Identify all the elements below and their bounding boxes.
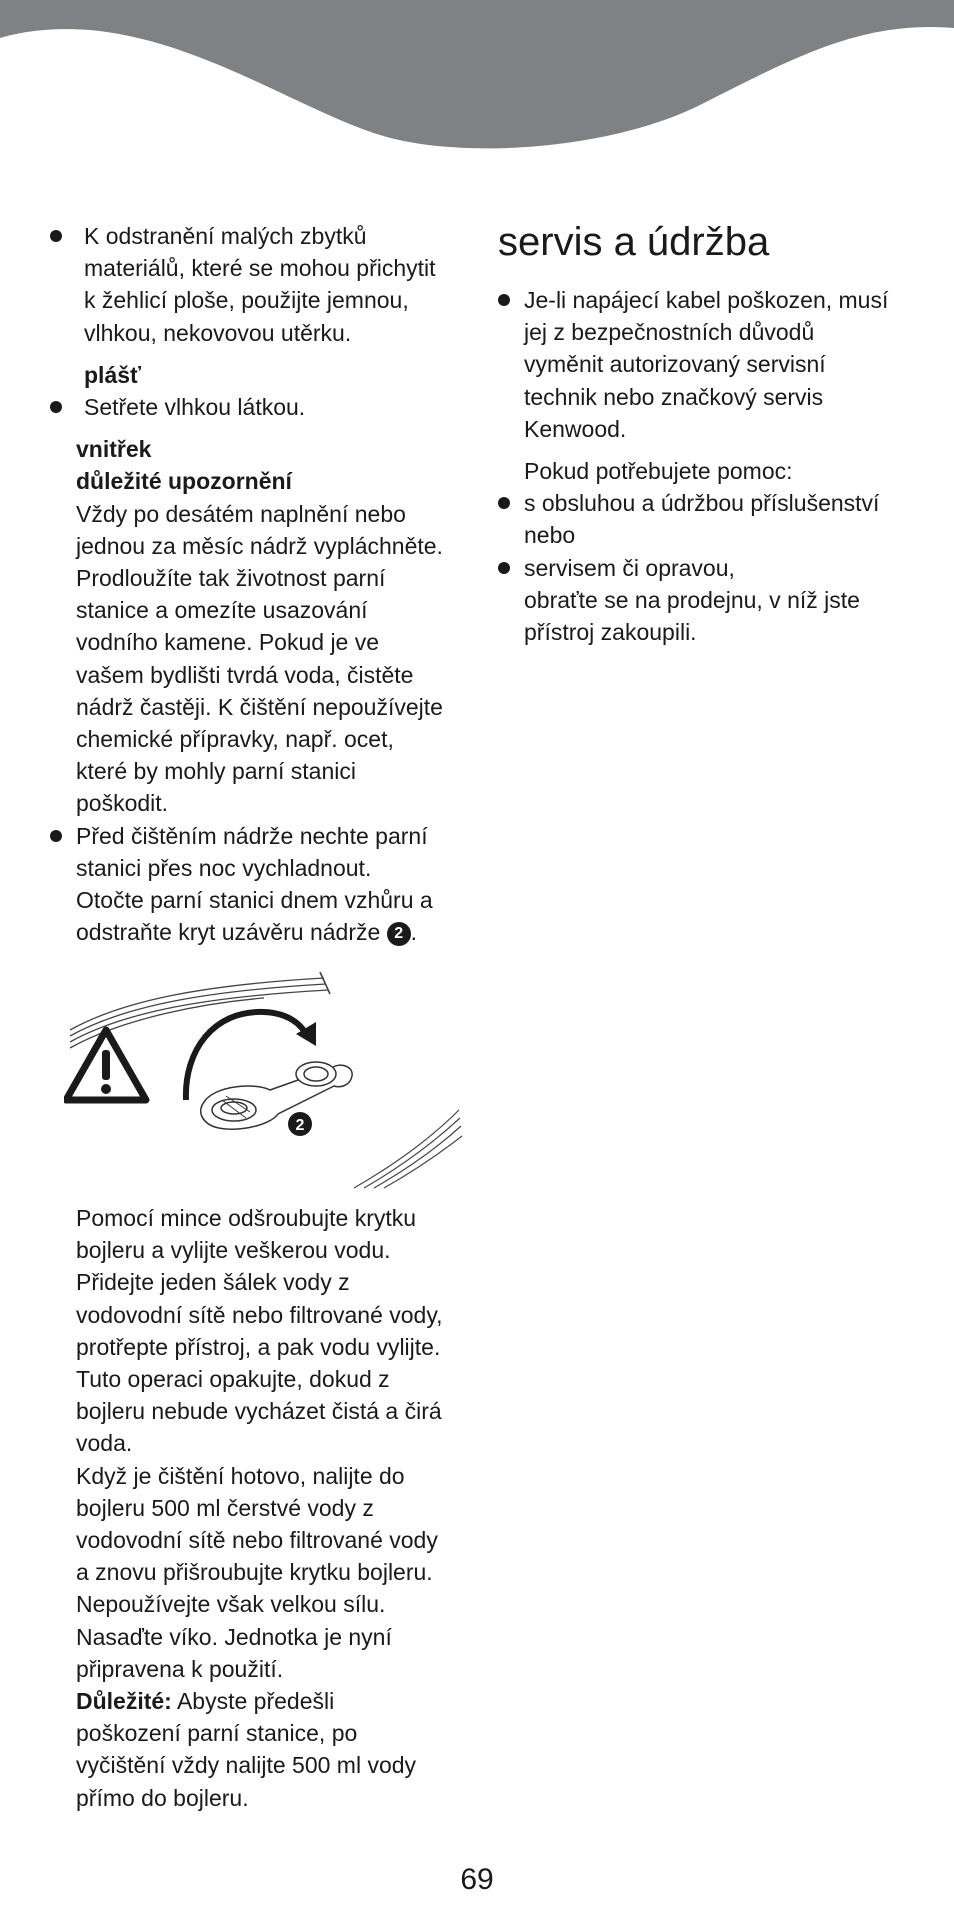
text-span: odstraňte kryt uzávěru nádrže bbox=[76, 919, 381, 946]
bullet-item bbox=[50, 820, 470, 949]
text-line: bojleru nebude vycházet čistá a čirá bbox=[76, 1398, 442, 1425]
bullet-item bbox=[50, 220, 470, 349]
text-line: připravena k použití. bbox=[76, 1655, 284, 1682]
text-line: Otočte parní stanici dnem vzhůru a bbox=[76, 887, 433, 914]
text-line: obraťte se na prodejnu, v níž jste bbox=[524, 586, 860, 613]
bullet-item bbox=[50, 391, 470, 423]
text-line: přístroj zakoupili. bbox=[524, 619, 697, 646]
text-line: vlhkou, nekovovou utěrku. bbox=[84, 319, 352, 346]
text-line: Přidejte jeden šálek vody z bbox=[76, 1269, 350, 1296]
text-line: materiálů, které se mohou přichytit bbox=[84, 255, 436, 282]
warning-triangle-icon bbox=[66, 1030, 146, 1100]
page-number: 69 bbox=[460, 1863, 494, 1896]
text-line: Vždy po desátém naplnění nebo bbox=[76, 500, 406, 527]
important-label: Důležité: bbox=[76, 1688, 172, 1715]
right-column bbox=[498, 214, 918, 648]
text-line: poškození parní stanice, po bbox=[76, 1720, 358, 1747]
text-line: vodního kamene. Pokud je ve bbox=[76, 629, 380, 656]
text-line: nebo bbox=[524, 522, 576, 549]
left-column-continued bbox=[50, 1202, 470, 1814]
text-line: Je-li napájecí kabel poškozen, musí bbox=[524, 287, 889, 313]
figure-label: 2 bbox=[295, 1117, 305, 1134]
text-line: servisem či opravou, bbox=[524, 554, 735, 581]
help-intro: Pokud potřebujete pomoc: bbox=[524, 458, 793, 485]
text-line: a znovu přišroubujte krytku bojleru. bbox=[76, 1559, 433, 1586]
text-line: Kenwood. bbox=[524, 415, 627, 442]
vnitrek-heading: vnitřek bbox=[76, 436, 152, 463]
cleaning-instructions bbox=[50, 1202, 470, 1814]
illustration-tank-cap bbox=[64, 950, 464, 1190]
text-line: Když je čištění hotovo, nalijte do bbox=[76, 1462, 405, 1489]
text-line: stanici přes noc vychladnout. bbox=[76, 854, 372, 881]
text-span: Abyste předešli bbox=[171, 1688, 335, 1715]
text-line: Pomocí mince odšroubujte krytku bbox=[76, 1205, 417, 1231]
tank-curve-lines bbox=[354, 1110, 462, 1188]
text-line: Před čištěním nádrže nechte parní bbox=[76, 822, 428, 849]
warning-text bbox=[50, 498, 470, 820]
section-title: servis a údržba bbox=[498, 220, 770, 264]
text-line: Prodloužíte tak životnost parní bbox=[76, 565, 386, 592]
text-line: technik nebo značkový servis bbox=[524, 383, 824, 410]
text-line: vodovodní sítě nebo filtrované vody, bbox=[76, 1301, 443, 1328]
text-line: vyměnit autorizovaný servisní bbox=[524, 351, 826, 378]
text-line: Tuto operaci opakujte, dokud z bbox=[76, 1366, 390, 1393]
left-column bbox=[50, 220, 470, 948]
figure-ref-badge: 2 bbox=[387, 922, 411, 946]
bullet-item bbox=[498, 552, 918, 649]
text-line: s obsluhou a údržbou příslušenství bbox=[524, 490, 880, 517]
text-line: bojleru 500 ml čerstvé vody z bbox=[76, 1494, 374, 1521]
text-line: jej z bezpečnostních důvodů bbox=[524, 319, 815, 346]
text-line: odstraňte kryt uzávěru nádrže 2 . bbox=[76, 919, 418, 946]
text-line: jednou za měsíc nádrž vypláchněte. bbox=[76, 532, 443, 559]
text-line: voda. bbox=[76, 1430, 133, 1457]
warning-heading: důležité upozornění bbox=[76, 468, 292, 495]
text-line: chemické přípravky, např. ocet, bbox=[76, 726, 394, 753]
text-line: které by mohly parní stanici bbox=[76, 758, 356, 785]
text-line bbox=[76, 1685, 470, 1717]
text-line: vyčištění vždy nalijte 500 ml vody bbox=[76, 1752, 417, 1779]
text-line: přímo do bojleru. bbox=[76, 1784, 249, 1811]
tank-cap-drawing bbox=[201, 1062, 352, 1129]
text-line: protřepte přístroj, a pak vodu vylijte. bbox=[76, 1333, 441, 1360]
figure-number-badge bbox=[288, 1112, 312, 1136]
text-line: vodovodní sítě nebo filtrované vody bbox=[76, 1527, 438, 1554]
text-line: vašem bydlišti tvrdá voda, čistěte bbox=[76, 661, 414, 688]
text-line: Nasaďte víko. Jednotka je nyní bbox=[76, 1623, 392, 1650]
text-line: nádrž častěji. K čištění nepoužívejte bbox=[76, 693, 443, 720]
bullet-item bbox=[498, 284, 918, 445]
text-line: bojleru a vylijte veškerou vodu. bbox=[76, 1237, 391, 1264]
banner-wave bbox=[0, 0, 954, 148]
header-banner bbox=[0, 0, 954, 160]
text-line: poškodit. bbox=[76, 790, 169, 817]
text-line: Nepoužívejte však velkou sílu. bbox=[76, 1591, 386, 1618]
plast-heading: plášť bbox=[84, 361, 142, 388]
text-line: K odstranění malých zbytků bbox=[84, 223, 367, 249]
text-line: Setřete vlhkou látkou. bbox=[84, 394, 306, 421]
bullet-item bbox=[498, 487, 918, 551]
text-line: stanice a omezíte usazování bbox=[76, 597, 368, 624]
text-line: k žehlicí ploše, použijte jemnou, bbox=[84, 287, 409, 314]
